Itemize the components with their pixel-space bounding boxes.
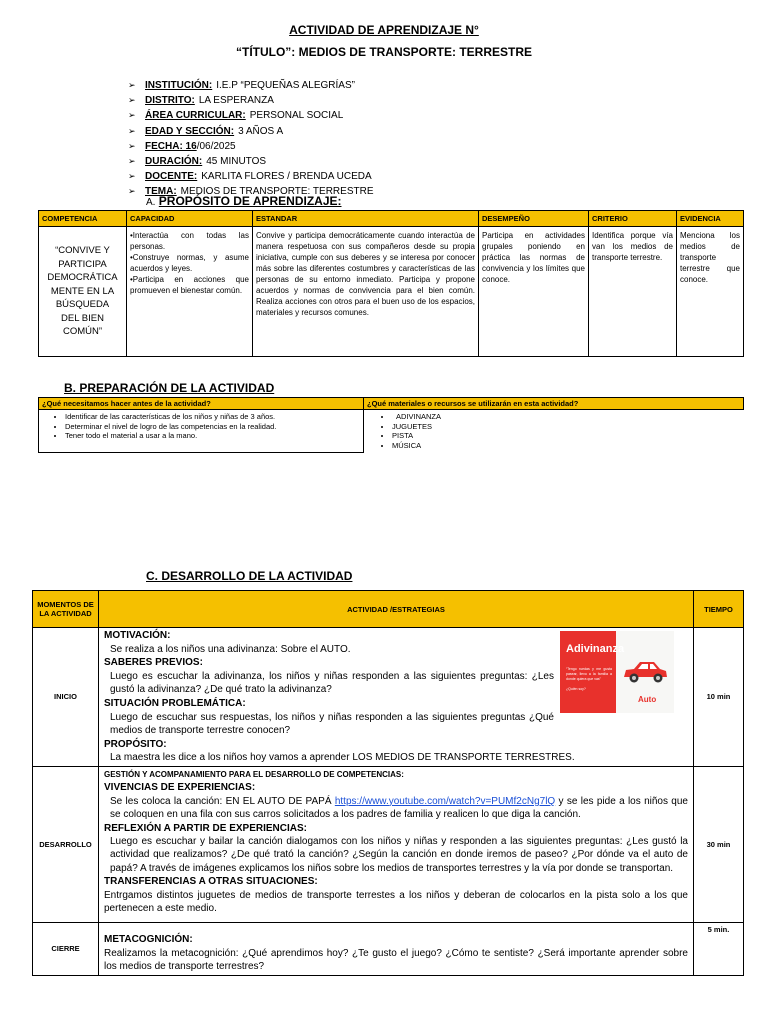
moment-desarrollo: DESARROLLO [33, 766, 99, 922]
col-actividad: ACTIVIDAD /ESTRATEGIAS [99, 591, 694, 628]
prep-left-header: ¿Qué necesitamos hacer antes de la actividad? [39, 398, 364, 410]
col-desempeno: DESEMPEÑO [479, 211, 589, 227]
list-item: • Tener todo el material a usar a la mano. [65, 431, 359, 441]
preparacion-table [38, 397, 744, 453]
list-item: • PISTA [392, 431, 740, 441]
moment-inicio: INICIO [33, 628, 99, 767]
proposito-table [38, 210, 744, 357]
col-competencia: COMPETENCIA [39, 211, 127, 227]
inicio-content: Adivinanza “Tengo ruedas y me gusta pasear, llevo a la familia a donde quiera que vas” ¿Quién soy? Auto MOTIVACIÓN: Se realiza a los niños una adivinanza: Sobre el AUTO. SABERES PREVIOS: Luego es escuchar la adivinanza, los niños y niñas responden a las siguientes preguntas: ¿Les gustó la adivinanza? ¿De qué trato la adivinanza? SITUACIÓN PROBLEMÁTICA: Luego de escuchar sus respuestas, los niños y niñas responden a las siguientes preguntas ¿Qué medios de transporte terrestre conocen? PROPÓSITO: La maestra les dice a los niños hoy vamos a aprender LOS MEDIOS DE TRANSPORTE TERRESTRES. [99, 628, 694, 767]
info-list [128, 78, 373, 200]
col-evidencia: EVIDENCIA [677, 211, 744, 227]
info-item-institucion: ➢ INSTITUCIÓN: I.E.P “PEQUEÑAS ALEGRÍAS” [128, 78, 373, 93]
col-tiempo: TIEMPO [694, 591, 744, 628]
info-item-edad: ➢ EDAD Y SECCIÓN: 3 AÑOS A [128, 124, 373, 139]
adivinanza-image-text: “Tengo ruedas y me gusta pasear, llevo a la familia a donde quiera que vas” ¿Quién soy? [566, 667, 612, 691]
prep-left-cell [39, 410, 364, 453]
section-a-heading: A. PROPÓSITO DE APRENDIZAJE: [146, 194, 342, 208]
cell-capacidad: •Interactúa con todas las personas. •Construye normas, y asume acuerdos y leyes. •Participa en acciones que promueven el bienestar común. [127, 227, 253, 357]
info-item-duracion: ➢ DURACIÓN: 45 MINUTOS [128, 154, 373, 169]
adivinanza-image [560, 631, 674, 713]
time-inicio: 10 min [694, 628, 744, 767]
col-capacidad: CAPACIDAD [127, 211, 253, 227]
col-momentos: MOMENTOS DE LA ACTIVIDAD [33, 591, 99, 628]
cell-competencia: “CONVIVE Y PARTICIPA DEMOCRÁTICA MENTE EN LA BÚSQUEDA DEL BIEN COMÚN” [39, 227, 127, 357]
list-item: • Determinar el nivel de logro de las competencias en la realidad. [65, 422, 359, 432]
cell-estandar: Convive y participa democráticamente cuando interactúa de manera respetuosa con sus compañeros desde su propia iniciativa, cumple con sus deberes y se interesa por conocer más sobre las diferentes costumbres y características de las personas de su entorno inmediato. Participa y propone acuerdos y normas de convivencia para el bien común. Realiza acciones con otros para el buen uso de los espacios, materiales y recursos comunes. [253, 227, 479, 357]
cell-desempeno: Participa en actividades grupales poniendo en práctica las normas de convivencia y los límites que conoce. [479, 227, 589, 357]
cierre-content: METACOGNICIÓN: Realizamos la metacognición: ¿Qué aprendimos hoy? ¿Te gusto el juego? ¿Cómo te sentiste? ¿Será importante aprender sobre los medios de transporte terrestres? [99, 922, 694, 975]
list-item: • MÚSICA [392, 441, 740, 451]
desarrollo-table [32, 590, 744, 976]
desarrollo-content: GESTIÓN Y ACOMPANAMIENTO PARA EL DESARROLLO DE COMPETENCIAS: VIVENCIAS DE EXPERIENCIAS: Se les coloca la canción: EN EL AUTO DE PAPÁ https://www.youtube.com/watch?v=PUMf2cNg7lQ y se les pide a los niños que se coloquen en una fila con sus carros solicitados a los padres de familia y realicen lo que diga la canción. REFLEXIÓN A PARTIR DE EXPERIENCIAS: Luego es escuchar y bailar la canción dialogamos con los niños y niñas y responden a las siguientes preguntas: ¿Les gustó la actividad que realizamos? ¿De qué trató la canción? ¿Según la canción en donde iremos de paseo? ¿Por dónde va el auto de papá? A través de imágenes explicamos los niños sobre los medios de transportes terrestres y la vía por donde se transportan. TRANSFERENCIAS A OTRAS SITUACIONES: Entrgamos distintos juguetes de medios de transporte terrestes a los niños y deberan de colocarlos en la pista solo a los que pertenecen a este medio. [99, 766, 694, 922]
list-item: • ADIVINANZA [392, 412, 740, 422]
section-b-heading: B. PREPARACIÓN DE LA ACTIVIDAD [64, 381, 275, 395]
document-title: ACTIVIDAD DE APRENDIZAJE N° [289, 23, 479, 37]
cell-evidencia: Menciona los medios de transporte terrestre que conoce. [677, 227, 744, 357]
col-criterio: CRITERIO [589, 211, 677, 227]
cell-criterio: Identifica porque vía van los medios de transporte terrestre. [589, 227, 677, 357]
info-item-docente: ➢ DOCENTE: KARLITA FLORES / BRENDA UCEDA [128, 169, 373, 184]
prep-right-header: ¿Qué materiales o recursos se utilizarán en esta actividad? [364, 398, 744, 410]
youtube-link[interactable]: https://www.youtube.com/watch?v=PUMf2cNg7lQ [334, 795, 556, 807]
adivinanza-image-title: Adivinanza [566, 643, 625, 655]
col-estandar: ESTANDAR [253, 211, 479, 227]
info-item-area: ➢ ÁREA CURRICULAR: PERSONAL SOCIAL [128, 108, 373, 123]
info-item-tema: ➢ TEMA: MEDIOS DE TRANSPORTE: TERRESTRE [128, 184, 373, 199]
car-icon [620, 657, 670, 687]
list-item: • Identificar de las características de los niños y niñas de 3 años. [65, 412, 359, 422]
time-desarrollo: 30 min [694, 766, 744, 922]
adivinanza-image-label: Auto [638, 695, 657, 704]
moment-cierre: CIERRE [33, 922, 99, 975]
section-c-heading: C. DESARROLLO DE LA ACTIVIDAD [146, 569, 353, 583]
time-cierre: 5 min. [694, 922, 744, 975]
prep-right-cell [364, 410, 744, 453]
info-item-distrito: ➢ DISTRITO: LA ESPERANZA [128, 93, 373, 108]
info-item-fecha: ➢ FECHA: 16/06/2025 [128, 139, 373, 154]
list-item: • JUGUETES [392, 422, 740, 432]
document-subtitle: “TÍTULO”: MEDIOS DE TRANSPORTE: TERRESTRE [235, 45, 532, 59]
